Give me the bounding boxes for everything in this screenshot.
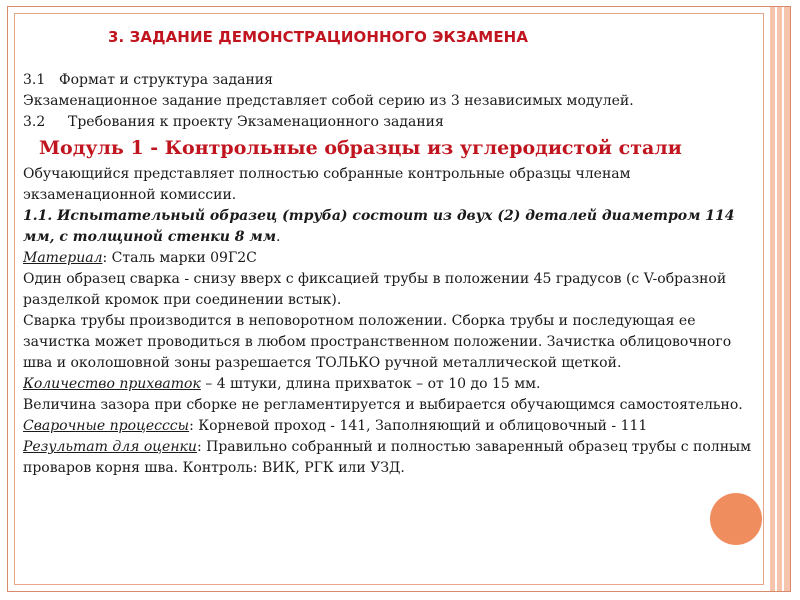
material-value: : Сталь марки 09Г2С [102, 250, 257, 266]
processes-line [23, 416, 758, 437]
tacks-value: – 4 штуки, длина прихваток – от 10 до 15 мм. [200, 376, 541, 392]
specimen-period: . [276, 229, 281, 245]
section-number: 3.2 [23, 114, 46, 130]
section-heading: Формат и структура задания [59, 72, 273, 88]
section-number: 3.1 [23, 72, 46, 88]
section-3-1 [23, 70, 758, 91]
material-line [23, 248, 758, 269]
band-stripe [782, 7, 784, 591]
tacks-label: Количество прихваток [23, 376, 201, 392]
weld-position-paragraph: Один образец сварка - снизу вверх с фиксацией трубы в положении 45 градусов (с V-образной разделкой кромок при соединении встык). [23, 271, 727, 308]
processes-label: Сварочные процесссы [23, 418, 190, 434]
specimen-paragraph [23, 206, 758, 248]
material-label: Материал [23, 250, 103, 266]
student-paragraph: Обучающийся представляет полностью собранные контрольные образцы членам экзаменационной комиссии. [23, 166, 631, 203]
section-heading: Требования к проекту Экзаменационного задания [68, 114, 444, 130]
result-value: : Правильно собранный и полностью заваренный образец трубы с полным проваров корня шва. Контроль: ВИК, РГК или УЗД. [23, 439, 752, 476]
tacks-line [23, 374, 758, 395]
slide-content [23, 70, 758, 479]
processes-value: : Корневой проход - 141, Заполняющий и облицовочный - 111 [189, 418, 648, 434]
result-line [23, 437, 758, 479]
intro-paragraph: Экзаменационное задание представляет собой серию из 3 независимых модулей. [23, 93, 634, 109]
slide-title: 3. ЗАДАНИЕ ДЕМОНСТРАЦИОННОГО ЭКЗАМЕНА [108, 28, 529, 46]
decorative-side-band [770, 7, 790, 591]
gap-paragraph: Величина зазора при сборке не регламентируется и выбирается обучающимся самостоятельно. [23, 397, 743, 413]
decorative-circle [710, 493, 762, 545]
band-stripe [775, 7, 777, 591]
module-heading: Модуль 1 - Контрольные образцы из углеродистой стали [39, 137, 682, 159]
section-3-2 [23, 112, 758, 133]
specimen-text: 1.1. Испытательный образец (труба) состоит из двух (2) деталей диаметром 114 мм, с толщиной стенки 8 мм [23, 208, 735, 245]
result-label: Результат для оценки [23, 439, 197, 455]
weld-fixed-paragraph: Сварка трубы производится в неповоротном положении. Сборка трубы и последующая ее зачистка может проводиться в любом пространственном положении. Зачистка облицовочного шва и околошовной зоны разрешается ТОЛЬКО ручной металлической щеткой. [23, 313, 732, 371]
